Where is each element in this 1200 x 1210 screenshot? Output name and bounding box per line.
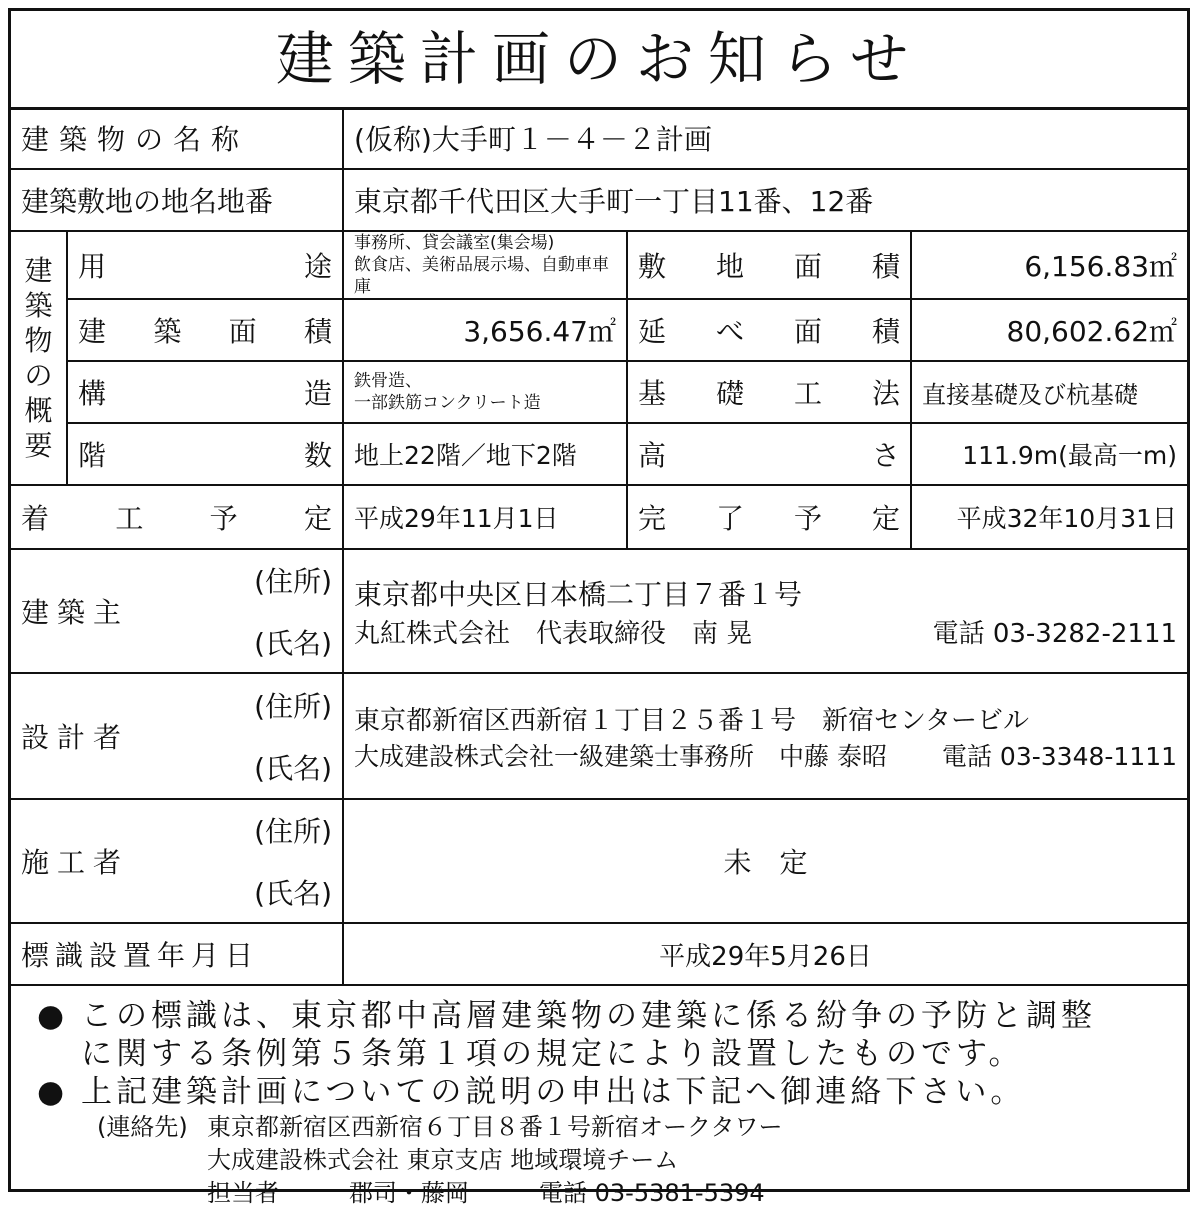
start-label: 着 工 予 定	[11, 485, 343, 549]
row-owner	[11, 549, 1187, 673]
row-schedule	[11, 485, 1187, 549]
builder-value: 未 定	[343, 799, 1187, 923]
page-title: 建築計画のお知らせ	[11, 11, 1187, 110]
designer-label-cell: 設計者 (住所) (氏名)	[11, 673, 343, 799]
floor-area-value: 80,602.62㎡	[911, 299, 1187, 361]
designer-name: 大成建設株式会社一級建築士事務所 中藤 泰昭	[354, 741, 887, 771]
building-area-value: 3,656.47㎡	[343, 299, 627, 361]
notes-section	[11, 987, 1187, 1207]
height-label: 高 さ	[627, 423, 911, 485]
site-area-value: 6,156.83㎡	[911, 231, 1187, 299]
designer-phone: 電話 03-3348-1111	[941, 741, 1178, 771]
info-table	[11, 107, 1187, 986]
note-2: ● 上記建築計画についての説明の申出は下記へ御連絡下さい。	[37, 1074, 1026, 1110]
posted-label: 標識設置年月日	[11, 923, 343, 985]
posted-value: 平成29年5月26日	[343, 923, 1187, 985]
row-designer	[11, 673, 1187, 799]
notice-board	[8, 8, 1190, 1207]
bullet-icon: ●	[37, 998, 69, 1034]
row-builder	[11, 799, 1187, 923]
row-posted	[11, 923, 1187, 985]
site-area-label: 敷 地 面 積	[627, 231, 911, 299]
row-floors	[11, 423, 1187, 485]
row-site	[11, 169, 1187, 231]
builder-label-cell: 施工者 (住所) (氏名)	[11, 799, 343, 923]
site-value: 東京都千代田区大手町一丁目11番、12番	[343, 169, 1187, 231]
building-name-value: (仮称)大手町１－４－２計画	[343, 107, 1187, 169]
designer-address: 東京都新宿区西新宿１丁目２５番１号 新宿センタービル	[354, 705, 1029, 736]
row-structure	[11, 361, 1187, 423]
height-value: 111.9m(最高一m)	[911, 423, 1187, 485]
foundation-value: 直接基礎及び杭基礎	[911, 361, 1187, 423]
floor-area-label: 延 べ 面 積	[627, 299, 911, 361]
contact-info: (連絡先) 東京都新宿区西新宿６丁目８番１号新宿オークタワー 大成建設株式会社 東京支店 地域環境チーム 担当者 郡司・藤岡 電話 03-5381-5394	[97, 1113, 783, 1207]
owner-phone: 電話 03-3282-2111	[932, 618, 1178, 649]
foundation-label: 基 礎 工 法	[627, 361, 911, 423]
bullet-icon: ●	[37, 1074, 69, 1110]
row-building-name	[11, 107, 1187, 169]
start-value: 平成29年11月1日	[343, 485, 627, 549]
floors-value: 地上22階／地下2階	[343, 423, 627, 485]
designer-value-cell	[343, 673, 1187, 799]
owner-name: 丸紅株式会社 代表取締役 南 晃	[354, 618, 753, 649]
end-value: 平成32年10月31日	[911, 485, 1187, 549]
structure-value: 鉄骨造、 一部鉄筋コンクリート造	[343, 361, 627, 423]
building-name-label: 建築物の名称	[11, 107, 343, 169]
owner-value-cell	[343, 549, 1187, 673]
row-use	[11, 231, 1187, 299]
row-building-area	[11, 299, 1187, 361]
structure-label: 構 造	[67, 361, 343, 423]
use-value: 事務所、貸会議室(集会場) 飲食店、美術品展示場、自動車車庫	[343, 231, 627, 299]
floors-label: 階 数	[67, 423, 343, 485]
owner-label-cell: 建築主 (住所) (氏名)	[11, 549, 343, 673]
owner-address: 東京都中央区日本橋二丁目７番１号	[354, 577, 803, 611]
note-1: ● この標識は、東京都中高層建築物の建築に係る紛争の予防と調整 に関する条例第５条第１項の規定により設置したものです。	[37, 998, 1096, 1072]
overview-side-label: 建 築 物 の 概 要	[11, 231, 67, 485]
building-area-label: 建 築 面 積	[67, 299, 343, 361]
use-label: 用 途	[67, 231, 343, 299]
end-label: 完 了 予 定	[627, 485, 911, 549]
site-label: 建築敷地の地名地番	[11, 169, 343, 231]
